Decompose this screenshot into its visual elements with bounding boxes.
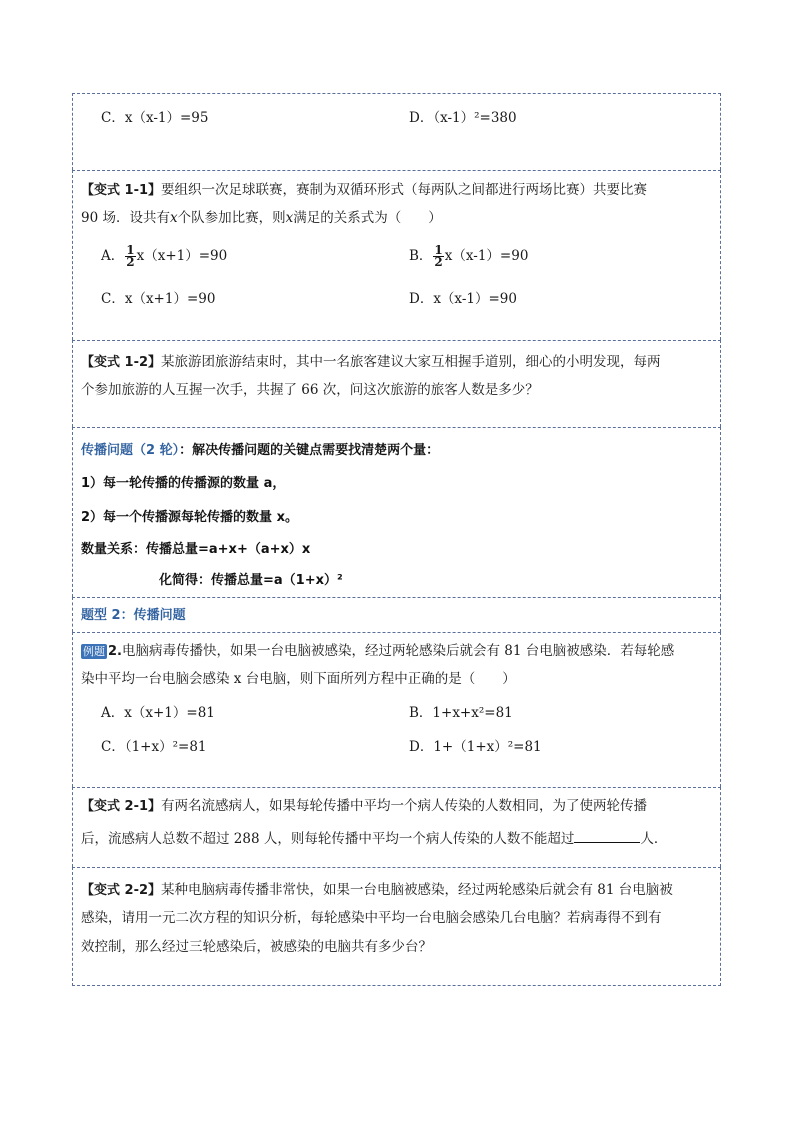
point-1: 1）每一轮传播的传播源的数量 a， [81,476,286,491]
point-2: 2）每一个传播源每轮传播的数量 x。 [81,510,298,525]
variant-2-2-line-3: 效控制，那么经过三轮感染后，被感染的电脑共有多少台？ [81,939,432,955]
variant-1-2 [72,340,721,427]
variant-1-1 [72,170,721,340]
option-b [409,245,528,268]
denominator: 2 [126,255,135,269]
question-text: 有两名流感病人，如果每轮传播中平均一个病人传染的人数相同，为了使两轮传播 [161,798,648,814]
variant-tag: 【变式 1-2】 [81,355,162,370]
numerator: 1 [434,243,443,257]
method-summary [72,427,721,597]
numerator: 1 [126,243,135,257]
example-badge: 例题 [83,645,105,658]
option-d: D．1+（1+x）²=81 [409,739,542,755]
question-text: 某种电脑病毒传播非常快，如果一台电脑被感染，经过两轮感染后就会有 81 台电脑被 [161,882,673,898]
relation: 数量关系：传播总量=a+x+（a+x）x [81,542,311,557]
variant-tag: 【变式 1-1】 [81,183,162,198]
text-seg: 满足的关系式为（ ） [293,210,442,226]
problem-type-2 [72,597,721,632]
heading-black: ：解决传播问题的关键点需要找清楚两个量： [179,443,440,458]
text-seg: 90 场．设共有 [81,210,170,226]
option-label: B． [409,248,433,264]
heading-blue: 传播问题（2 轮） [81,443,180,458]
variant-2-1 [72,787,721,867]
section-title: 题型 2：传播问题 [81,608,186,623]
variant-tag: 【变式 2-1】 [81,799,162,814]
example-line-1 [81,641,674,662]
option-label: A． [101,248,125,264]
question-text: 电脑病毒传播快，如果一台电脑被感染，经过两轮感染后就会有 81 台电脑被感染．若每轮感 [121,643,675,659]
variant-2-2-line-1 [81,880,673,901]
option-c: C．x（x-1）=95 [101,110,209,126]
option-text: x（x-1）=90 [444,248,529,264]
var-x: x [169,210,178,226]
question-text: 要组织一次足球联赛，赛制为双循环形式（每两队之间都进行两场比赛）共要比赛 [161,182,648,198]
denominator: 2 [434,255,443,269]
option-c: C．（1+x）²=81 [101,739,207,755]
variant-tag: 【变式 2-2】 [81,883,162,898]
text-seg: 人． [640,831,668,847]
example-number: 2. [108,644,122,659]
answer-blank[interactable] [574,828,640,843]
variant-1-2-line-2: 个参加旅游的人互握一次手，共握了 66 次，问这次旅游的旅客人数是多少？ [81,382,539,398]
variant-2-1-line-1 [81,796,647,817]
simplified: 化简得：传播总量=a（1+x）² [159,573,343,588]
text-seg: 后，流感病人总数不超过 288 人，则每轮传播中平均一个病人传染的人数不能超过 [81,831,575,847]
text-seg: 个队参加比赛，则 [177,210,286,226]
option-d: D．x（x-1）=90 [409,291,517,307]
fraction [125,245,135,268]
variant-1-1-line-2 [81,208,442,228]
option-a [101,245,227,268]
question-options-continued [72,93,721,170]
variant-2-1-line-2 [81,828,667,849]
variant-1-2-line-1 [81,352,661,373]
example-2 [72,632,721,787]
option-d: D．（x-1）²=380 [409,110,517,126]
variant-2-2-line-2: 感染，请用一元二次方程的知识分析，每轮感染中平均一台电脑会感染几台电脑？若病毒得不到有 [81,910,662,926]
option-text: x（x+1）=90 [136,248,228,264]
variant-2-2 [72,867,721,986]
example-line-2: 染中平均一台电脑会感染 x 台电脑，则下面所列方程中正确的是（ ） [81,671,516,687]
option-b: B．1+x+x²=81 [409,705,513,721]
question-text: 某旅游团旅游结束时，其中一名旅客建议大家互相握手道别，细心的小明发现，每两 [161,354,661,370]
variant-1-1-line-1 [81,180,647,201]
option-c: C．x（x+1）=90 [101,291,216,307]
var-x: x [285,210,294,226]
fraction [433,245,443,268]
option-a: A．x（x+1）=81 [101,705,215,721]
method-heading [81,440,439,461]
